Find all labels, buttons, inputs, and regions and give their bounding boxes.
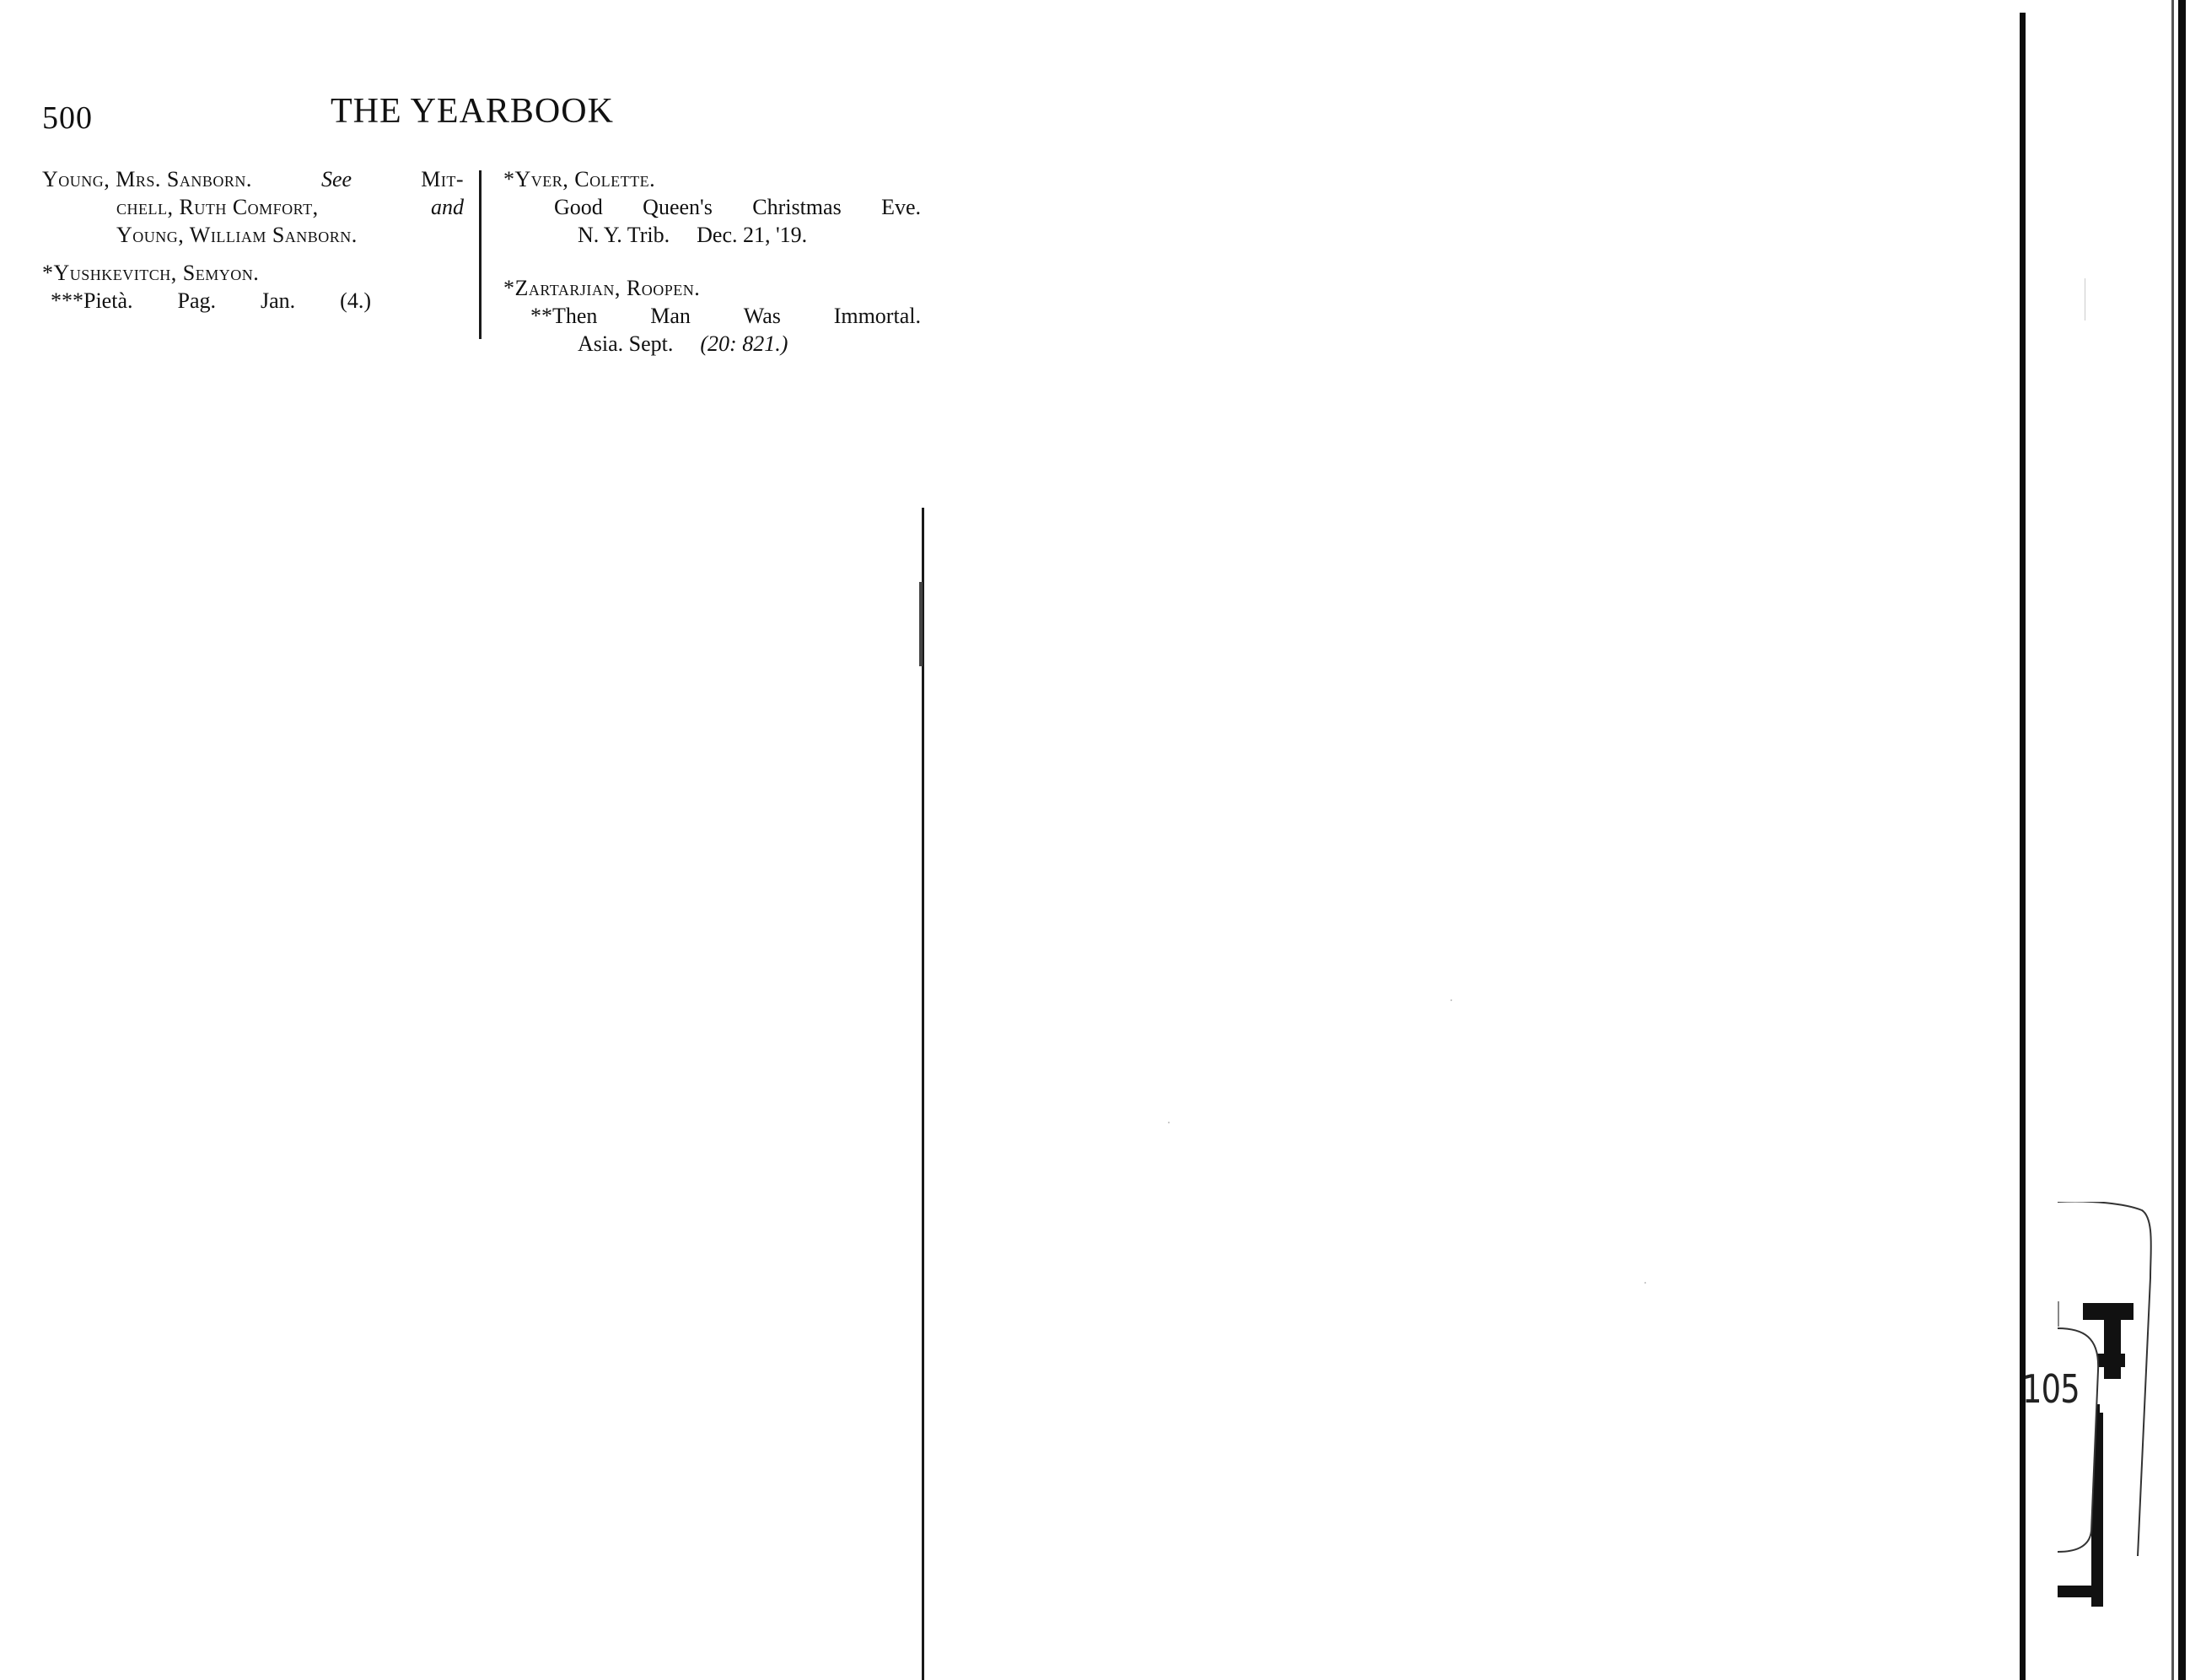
work-line-1 — [503, 302, 921, 330]
entry-young-line2 — [42, 193, 464, 221]
label-number: 105 — [2022, 1366, 2080, 1412]
entry-young-line3 — [42, 221, 464, 249]
work-word: Was — [743, 304, 781, 328]
column-divider — [479, 170, 482, 339]
entry-young — [42, 165, 464, 249]
left-column — [42, 165, 464, 315]
work-magazine: Pag. — [177, 288, 216, 313]
work-magazine-date: Asia. Sept. — [578, 331, 674, 356]
work-magazine: N. Y. Trib. — [578, 223, 670, 247]
work-word: Queen's — [643, 195, 713, 219]
gutter-line-shadow — [919, 582, 923, 666]
entry-yver — [503, 165, 921, 249]
scan-speck — [1450, 999, 1452, 1001]
work-volume: (20: 821.) — [700, 331, 788, 356]
work-line-1 — [503, 193, 921, 221]
entry-young-line1 — [42, 165, 464, 193]
scan-speck — [1644, 1282, 1646, 1284]
author-name: *Yushkevitch, Semyon. — [42, 261, 260, 285]
work-line-2 — [503, 221, 921, 249]
cross-reference-name-2: Young, William Sanborn. — [116, 223, 358, 247]
right-column — [503, 165, 921, 358]
author-name: Young, Mrs. Sanborn. — [42, 167, 252, 191]
cross-reference-start: Mit- — [421, 167, 464, 191]
and-word: and — [431, 195, 464, 219]
work-word: Good — [554, 195, 603, 219]
page-number: 500 — [42, 100, 93, 136]
work-volume: (4.) — [340, 288, 371, 313]
work-word: Man — [650, 304, 691, 328]
work-title: ***Pietà. — [51, 288, 133, 313]
book-edge-left — [2020, 13, 2026, 1680]
work-word: Eve. — [881, 195, 921, 219]
gutter-line — [922, 508, 924, 1680]
work-line — [42, 287, 371, 315]
work-month: Jan. — [261, 288, 296, 313]
cross-reference-name: chell, Ruth Comfort, — [116, 195, 319, 219]
author-name: *Yver, Colette. — [503, 167, 656, 191]
entry-yushkevitch — [42, 259, 464, 315]
work-date: Dec. 21, '19. — [697, 223, 808, 247]
book-edge-right — [2178, 0, 2186, 1680]
work-word: **Then — [530, 304, 598, 328]
entry-zartarjian — [503, 274, 921, 358]
see-reference: See — [321, 167, 352, 191]
running-head-title: THE YEARBOOK — [331, 92, 614, 131]
scan-speck — [1168, 1122, 1170, 1123]
work-line-2 — [503, 330, 921, 358]
work-word: Christmas — [752, 195, 842, 219]
author-name: *Zartarjian, Roopen. — [503, 276, 701, 300]
work-word: Immortal. — [833, 304, 921, 328]
